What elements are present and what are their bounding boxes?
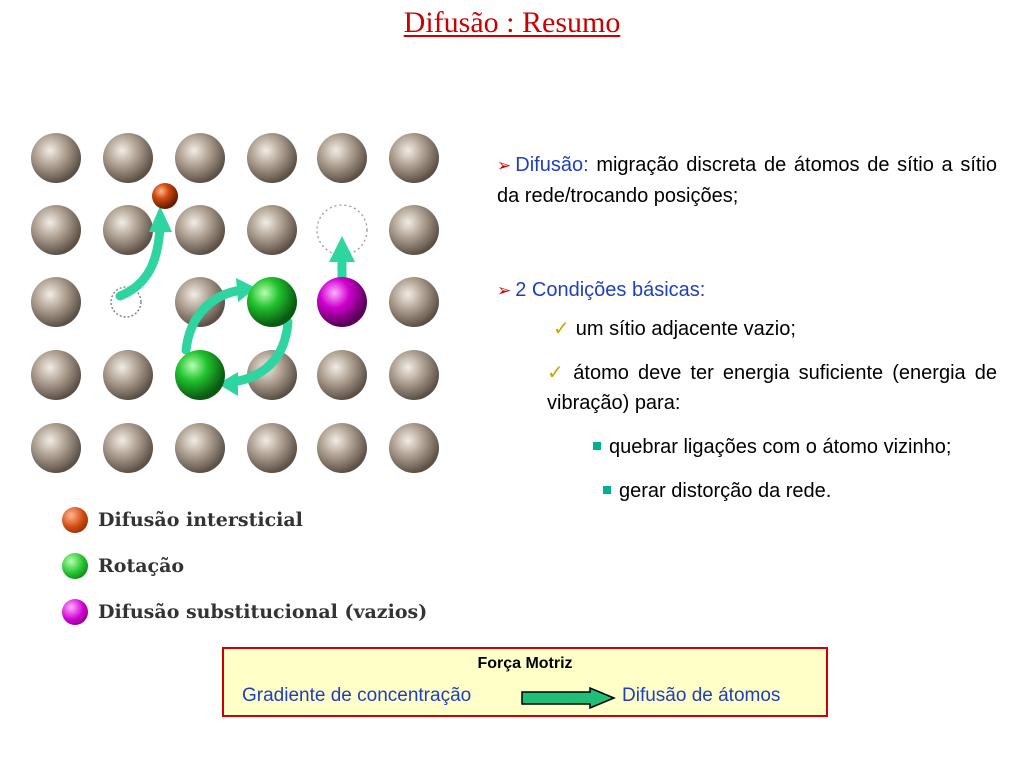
rotation-atom	[247, 277, 297, 327]
atom-diffusion-label: Difusão de átomos	[622, 685, 781, 706]
bullet-conditions	[497, 275, 997, 306]
legend-interstitial	[62, 503, 303, 537]
host-atom	[389, 277, 439, 327]
host-atom	[247, 423, 297, 473]
concentration-gradient-label: Gradiente de concentração	[242, 685, 472, 706]
right-arrow-icon	[520, 687, 616, 709]
host-atom	[389, 205, 439, 255]
sub-bullet-2: gerar distorção da rede.	[497, 476, 997, 506]
host-atom	[103, 205, 153, 255]
legend-label: Difusão intersticial	[98, 509, 303, 531]
square-bullet-icon	[593, 442, 601, 450]
host-atom	[31, 423, 81, 473]
arrowhead-icon	[329, 236, 355, 262]
condition-2: ✓ átomo deve ter energia suficiente (energia de vibração) para:	[547, 362, 997, 414]
conditions-heading: 2 Condições básicas:	[515, 279, 706, 301]
legend-label: Difusão substitucional (vazios)	[98, 601, 428, 623]
host-atom	[317, 350, 367, 400]
host-atom	[389, 423, 439, 473]
sub-bullet-1: quebrar ligações com o átomo vizinho;	[497, 432, 997, 462]
host-atom	[389, 133, 439, 183]
magenta-atom-icon	[62, 599, 88, 625]
host-atom	[317, 423, 367, 473]
rotation-atom	[175, 350, 225, 400]
host-atom	[247, 133, 297, 183]
condition-1: ✓ um sítio adjacente vazio;	[553, 318, 796, 340]
host-atom	[103, 423, 153, 473]
host-atom	[31, 350, 81, 400]
host-atom	[103, 350, 153, 400]
host-atom	[31, 133, 81, 183]
host-atom	[175, 205, 225, 255]
host-atom	[317, 133, 367, 183]
green-atom-icon	[62, 553, 88, 579]
box-title: Força Motriz	[477, 655, 573, 672]
checkmark-icon: ✓	[553, 318, 570, 340]
host-atom	[389, 350, 439, 400]
driving-force-box	[222, 647, 828, 717]
summary-bullets	[497, 150, 997, 506]
red-arrow-bullet-icon: ➢	[497, 156, 512, 175]
legend-substitutional	[62, 595, 427, 629]
legend-label: Rotação	[98, 555, 185, 577]
legend-rotation	[62, 549, 184, 583]
orange-atom-icon	[62, 507, 88, 533]
square-bullet-icon	[603, 486, 611, 494]
slide-title: Difusão : Resumo	[403, 6, 621, 39]
host-atom	[103, 133, 153, 183]
interstitial-atom	[152, 183, 178, 209]
substitutional-atom	[317, 277, 367, 327]
red-arrow-bullet-icon: ➢	[497, 281, 512, 300]
host-atom	[247, 205, 297, 255]
checkmark-icon: ✓	[547, 362, 568, 384]
definition-text: migração discreta de átomos de sítio a sítio da rede/trocando posições;	[497, 154, 997, 207]
arrowhead-icon	[149, 206, 172, 232]
host-atom	[175, 133, 225, 183]
definition-term: Difusão:	[515, 154, 589, 176]
host-atom	[31, 205, 81, 255]
bullet-definition	[497, 150, 997, 211]
host-atom	[31, 277, 81, 327]
host-atom	[175, 423, 225, 473]
